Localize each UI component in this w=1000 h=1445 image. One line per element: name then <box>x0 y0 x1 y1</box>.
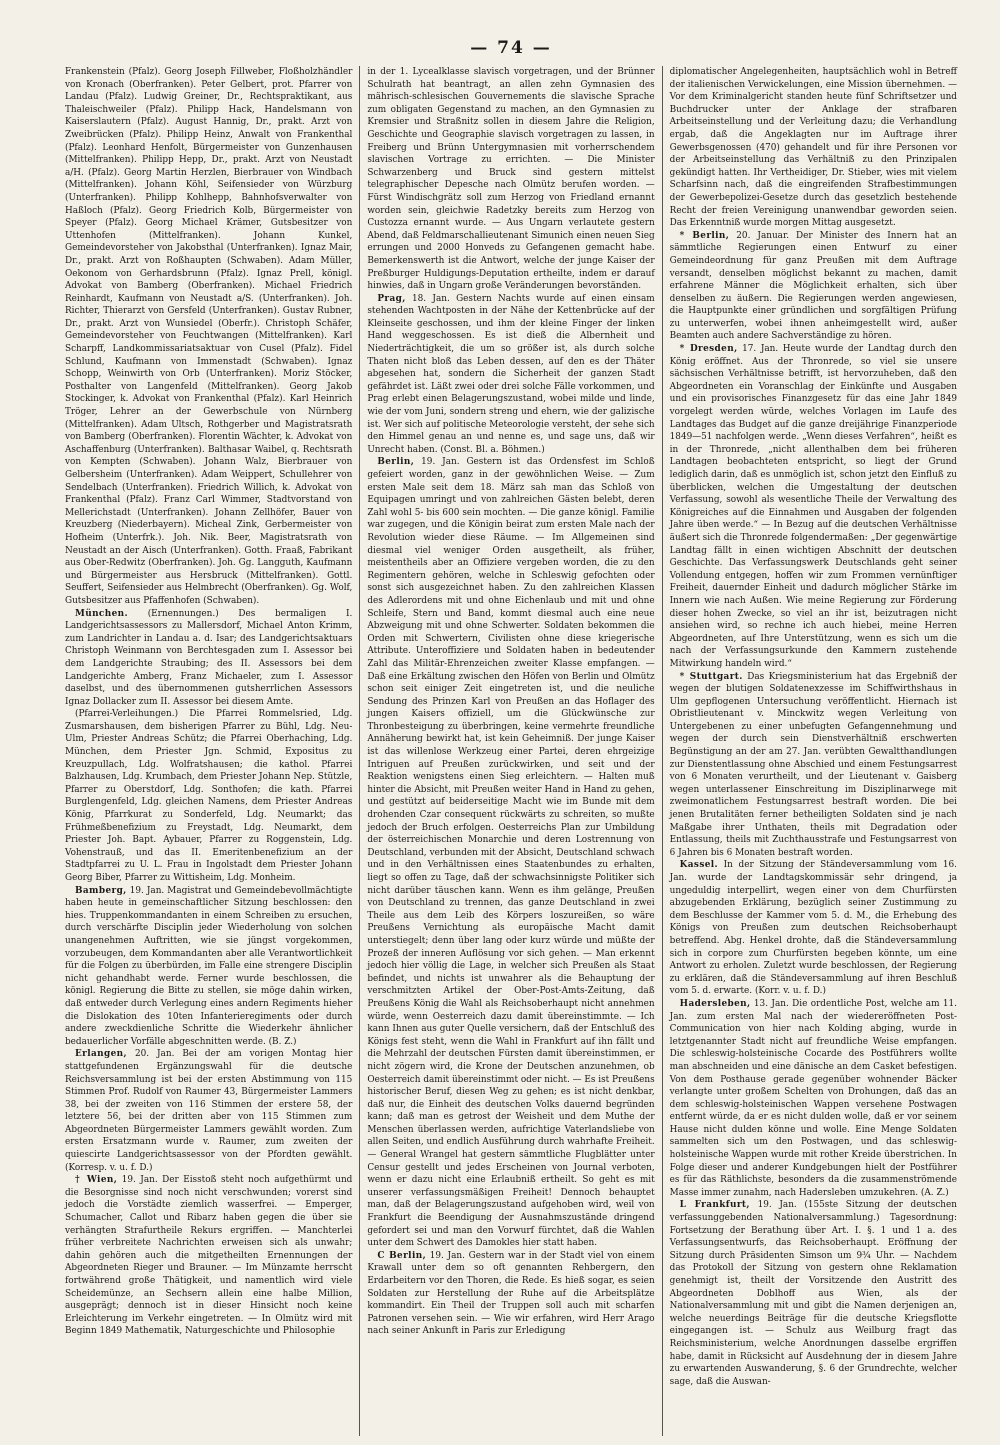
article-text: Frankenstein (Pfalz). Georg Joseph Fillweber, Floßholzhändler von Kronach (Oberfranken). Peter Gelbert, prot. Pfarrer von Landau (Pfalz). Ludwig Greiner, Dr., Rechtspraktikant, aus Thaleischweiler (Pfalz). Philipp Hack, Handelsmann von Kaiserslautern (Pfalz). August Hannig, Dr., prakt. Arzt von Zweibrücken (Pfalz). Philipp Heinz, Anwalt von Frankenthal (Pfalz). Leonhard Henfolt, Bürgermeister von Gunzenhausen (Mittelfranken). Philipp Hepp, Dr., prakt. Arzt von Neustadt a/H. (Pfalz). Georg Martin Herzlen, Bierbrauer von Windbach (Mittelfranken). Johann Köhl, Seifensieder von Würzburg (Unterfranken). Philipp Kohlhepp, Bahnhofsverwalter von Haßloch (Pfalz). Georg Friedrich Kolb, Bürgermeister von Speyer (Pfalz). Georg Michael Krämer, Gutsbesitzer von Uttenhofen (Mittelfranken). Johann Kunkel, Gemeindevorsteher von Jakobsthal (Unterfranken). Ignaz Mair, Dr., prakt. Arzt von Roßhaupten (Schwaben). Adam Müller, Oekonom von Gerhardsbrunn (Pfalz). Ignaz Prell, königl. Advokat von Bamberg (Oberfranken). Michael Friedrich Reinhardt, Kaufmann von Neustadt a/S. (Unterfranken). Joh. Richter, Thierarzt von Gersfeld (Unterfranken). Gustav Rubner, Dr., prakt. Arzt von Wunsiedel (Oberfr.). Christoph Schäfer, Gemeindevorsteher von Feuchtwangen (Mittelfranken). Karl Scharpff, Landkommissariatsaktuar von Cusel (Pfalz). Fidel Schlund, Kaufmann von Immenstadt (Schwaben). Ignaz Schopp, Weinwirth von Orb (Unterfranken). Moriz Stöcker, Posthalter von Langenfeld (Mittelfranken). Georg Jakob Stockinger, k. Advokat von Frankenthal (Pfalz). Karl Heinrich Tröger, Lehrer an der Gewerbschule von Nürnberg (Mittelfranken). Adam Ultsch, Rothgerber und Magistratsrath von Bamberg (Oberfranken). Florentin Wächter, k. Advokat von Aschaffenburg (Unterfranken). Balthasar Waibel, q. Rechtsrath von Kempten (Schwaben). Johann Walz, Bierbrauer von Gelbersheim (Unterfranken). Adam Weippert, Schullehrer von Sendelbach (Unterfranken). Friedrich Willich, k. Advokat von Frankenthal (Pfalz). Franz Carl Wimmer, Stadtvorstand von Mellerichstadt (Unterfranken). Johann Zellhöfer, Bauer von Kreuzberg (Niederbayern). Micheal Zink, Gerbermeister von Hofheim (Unterfrk.). Joh. Nik. Beer, Magistratsrath von Neustadt an der Aisch (Unterfranken). Gotth. Fraaß, Fabrikant aus Ober-Redwitz (Oberfranken). Joh. Gg. Langguth, Kaufmann und Bürgermeister aus Hersbruck (Mittelfranken). Gottl. Seuffert, Seifensieder aus Helmbrecht (Oberfranken). Gg. Wolf, Gutsbesitzer aus Pfaffenhofen (Schwaben). <box>65 67 353 606</box>
article-text: 19. Jan. Magistrat und Gemeindebevollmächtigte haben heute in gemeinschaftlicher Sitzung beschlossen: den hies. Truppenkommandanten in einem Schreiben zu ersuchen, durch verschärfte Disciplin jeder Wiederholung von solchen unangenehmen Auftritten, wie sie jüngst vorgekommen, vorzubeugen, dem Kommandanten aber alle Verantwortlichkeit für die Folgen zu überbürden, im Falle eine strengere Disciplin nicht gehandhabt werde. Ferner wurde beschlossen, die königl. Regierung die Bitte zu stellen, sie möge dahin wirken, daß entweder durch Verlegung eines andern Regiments hieher die Dislokation des 10ten Infanterieregiments oder durch andere zweckdienliche Schritte die Wiederkehr ähnlicher bedauerlicher Vorfälle abgeschnitten werde. (B. Z.) <box>65 885 353 1047</box>
article-text: (Ernennungen.) Des bermaligen I. Landgerichtsassessors zu Mallersdorf, Michael Anton Krimm, zum Landrichter in Landau a. d. Isar; des Landgerichtsaktuars Christoph Weinmann von Berchtesgaden zum I. Assessor bei dem Landgerichte Straubing; des II. Assessors bei dem Landgerichte Amberg, Franz Michaeler, zum I. Assessor daselbst, und des übernommenen gutsherrlichen Assessors Ignaz Dollacker zum II. Assessor bei diesem Amte. <box>65 608 353 707</box>
article-paragraph <box>367 1250 654 1338</box>
article-text: 20. Januar. Der Minister des Innern hat an sämmtliche Regierungen einen Entwurf zu einer Gemeindeordnung für ganz Preußen mit dem Auftrage versandt, denselben möglichst bekannt zu machen, damit erfahrene Männer die Möglichkeit erhalten, sich über denselben zu äußern. Die Regierungen werden angewiesen, die Hauptpunkte einer gründlichen und sorgfältigen Prüfung zu unterwerfen, wobei ihnen anheimgestellt wird, außer Beamten auch andere Sachverständige zu hören. <box>669 230 957 342</box>
dateline: L Frankfurt, <box>679 1200 750 1211</box>
article-text: 19. Jan. Gestern ist das Ordensfest im Schloß gefeiert worden, ganz in der gewöhnlichen Weise. — Zum ersten Male seit dem 18. März sah man das Schloß von Equipagen umringt und von zahlreichen Gästen belebt, deren Zahl wohl 5- bis 600 sein mochten. — Die ganze königl. Familie war zugegen, und die Königin beirat zum ersten Male nach der Revolution wieder diese Räume. — Im Allgemeinen sind diesmal viel weniger Orden ausgetheilt, als früher, meistentheils aber an Offiziere vergeben worden, die zu den Regimentern gehören, welche in Schleswig gefochten oder sonst sich ausgezeichnet haben. Zu den zahlreichen Klassen des Adlerordens mit und ohne Eichenlaub und mit und ohne Schleife, Stern und Band, kommt diesmal auch eine neue Abzweigung mit und ohne Schwerter. Soldaten bekommen die Orden mit Schwertern, Civilisten ohne diese kriegerische Attribute. Unteroffiziere und Soldaten haben in bedeutender Zahl das Militär-Ehrenzeichen zweiter Klasse empfangen. — Daß eine Erkältung zwischen den Höfen von Berlin und Olmütz schon seit einiger Zeit eingetreten ist, und die neuliche Sendung des Prinzen Karl von Preußen an das Hoflager des jungen Kaisers offiziell, um die Glückwünsche zur Thronbesteigung zu überbringen, keine vermehrte freundliche Annäherung bewirkt hat, ist kein Geheimniß. Der junge Kaiser ist das willenlose Werkzeug einer Partei, deren ehrgeizige Intriguen auf Preußen zurückwirken, und seit und der Reaktion wenigstens einen Sieg erleichtern. — Halten muß hinter die Absicht, mit Preußen weiter Hand in Hand zu gehen, und gestützt auf beiderseitige Macht wie im Bunde mit dem drohenden Czar consequent rückwärts zu schreiten, so mußte jedoch der Bruch erfolgen. Oesterreichs Plan zur Umbildung der österreichischen Monarchie und deren Lostrennung von Deutschland, verbunden mit der Absicht, Deutschland schwach und in den Verhältnissen eines Staatenbundes zu erhalten, liegt so offen zu Tage, daß der schwachsinnigste Politiker sich nicht darüber täuschen kann. Wenn es ihm gelänge, Preußen von Deutschland zu trennen, das ganze Deutschland in zwei Theile aus dem Leib des Körpers loszureißen, so wäre Preußens Vernichtung als europäische Macht damit unterstiegelt; denn über lang oder kurz würde und müßte der Prozeß der inneren Auflösung vor sich gehen. — Man erkennt jedoch hier völlig die Lage, in welcher sich Preußen als Staat befindet, und nichts ist unwahrer als die Behauptung der verschmitzten Artikel der Ober-Post-Amts-Zeitung, daß Preußens König die Wahl als Reichsoberhaupt nicht annehmen würde, wenn Oesterreich dazu damit übereinstimmte. — Ich kann Ihnen aus guter Quelle versichern, daß der Entschluß des Königs fest steht, wenn die Wahl in Frankfurt auf ihn fällt und die Mehrzahl der deutschen Fürsten damit übereinstimmen, er nicht zögern wird, die Krone der Deutschen anzunehmen, ob Oesterreich damit übereinstimmt oder nicht. — Es ist Preußens historischer Beruf, diesen Weg zu gehen; es ist nicht denkbar, daß nur, die Einheit des deutschen Volks dauernd begründen kann; daß man es getrost der Weisheit und dem Muthe der Menschen überlassen werden, aufrichtige Vaterlandsliebe von allen Seiten, und endlich Ausführung durch wahrhafte Freiheit. — General Wrangel hat gestern sämmtliche Flugblätter unter Censur gestellt und jedes Erscheinen von Journal verboten, wenn er dazu nicht eine Erlaubniß ertheilt. So geht es mit unserer verfassungsmäßigen Freiheit! Dennoch behauptet man, daß der Belagerungszustand aufgehoben wird, weil von Frankfurt die Beendigung der Ausnahmszustände dringend gefordert sei und man den Vorwurf fürchtet, daß die Wahlen unter dem Schwert des Damokles hier statt haben. <box>367 457 655 1249</box>
article-text: Das Kriegsministerium hat das Ergebniß der wegen der blutigen Soldatenexzesse im Schiffwirthshaus in Ulm gepflogenen Untersuchung veröffentlicht. Hiernach ist Obristlieutenant v. Minckwitz wegen Verleitung von Untergebenen zu einer unbefugten Gefangennehmung und wegen der durch sein Dienstverhältniß erschwerten Begünstigung an der am 27. Jan. verübten Gewaltthandlungen zur Dienstentlassung ohne Abschied und einem Festungsarrest von 6 Monaten verurtheilt, und der Lieutenant v. Gaisberg wegen unterlassener Einschreitung im Disziplinarwege mit zweimonatlichem Festungsarrest bestraft worden. Die bei jenen Brutalitäten ferner betheiligten Soldaten sind je nach Maßgabe ihrer Unthaten, theils mit Degradation oder Entlassung, theils mit Zuchthausstrafe und Festungsarrest von 6 Jahren bis 6 Monaten bestraft worden. <box>669 671 957 858</box>
dateline: Erlangen, <box>75 1049 128 1060</box>
text-columns <box>58 66 964 1436</box>
page-number: — 74 — <box>470 38 552 58</box>
article-paragraph <box>670 998 957 1200</box>
article-paragraph <box>670 343 957 670</box>
article-text: (Pfarrei-Verleihungen.) Die Pfarrei Rommelsried, Ldg. Zusmarshausen, dem bisherigen Pfarrer zu Bühl, Ldg. Neu-Ulm, Priester Andreas Schütz; die Pfarrei Oberhaching, Ldg. München, dem Priester Jgn. Schmid, Expositus zu Kreuzpullach, Ldg. Wolfratshausen; die kathol. Pfarrei Balzhausen, Ldg. Krumbach, dem Priester Johann Nep. Stützle, Pfarrer zu Oberstdorf, Ldg. Sonthofen; die kath. Pfarrei Burglengenfeld, Ldg. gleichen Namens, dem Priester Andreas König, Pfarrkurat zu Sonderfeld, Ldg. Neumarkt; das Frühmeßbenefizium zu Freystadt, Ldg. Neumarkt, dem Priester Joh. Bapt. Aybauer, Pfarrer zu Roggenstein, Ldg. Vohenstrauß, und das II. Emeritenbenefizium an der Stadtpfarrei zu U. L. Frau in Ingolstadt dem Priester Johann Georg Biber, Pfarrer zu Wittisheim, Ldg. Monheim. <box>65 709 353 883</box>
article-text: 19. Jan. Der Eisstoß steht noch aufgethürmt und die Besorgnisse sind noch nicht verschwunden; vorerst sind jedoch die Vorstädte ziemlich wasserfrei. — Emperger, Schumacher, Callot und Ribarz haben gegen die über sie verhängten Strafurtheile Rekurs ergriffen. — Manchterlei früher verbreitete Nachrichten erweisen sich als unwahr; dahin gehören auch die mitgetheilten Ernennungen der Abgeordneten Rieger und Brauner. — Im Münzamte herrscht fortwährend große Thätigkeit, und namentlich wird viele Scheidemünze, an Sechsern allein eine halbe Million, ausgeprägt; dennoch ist in dieser Hinsicht noch keine Erleichterung im Verkehr eingetreten. — In Olmütz wird mit Beginn 1849 Mathematik, Naturgeschichte und Philosophie <box>65 1175 353 1337</box>
article-paragraph <box>65 1174 352 1338</box>
article-paragraph <box>670 230 957 343</box>
dateline: C Berlin, <box>377 1250 427 1261</box>
article-text: 17. Jan. Heute wurde der Landtag durch den König eröffnet. Aus der Thronrede, so viel sie unsere sächsischen Verhältnisse betrifft, ist hervorzuheben, daß den Abgeordneten ein Voranschlag der Einkünfte und Ausgaben und ein provisorisches Finanzgesetz für das eine Jahr 1849 vorgelegt werden würde, welches Vorlagen im Laufe des Landtages das Budget auf die ganze dreijährige Finanzperiode 1849—51 nachfolgen werde. „Wenn dieses Verfahren“, heißt es in der Thronrede, „nicht allenthalben dem bei früheren Landtagen beobachteten entspricht, so liegt der Grund lediglich darin, daß es unmöglich ist, schon jetzt den Einfluß zu überblicken, welchen die Umgestaltung der deutschen Verfassung, sowohl als wesentliche Theile der Verwaltung des Königreiches auf die Einnahmen und Ausgaben der folgenden Jahre üben werde.“ — In Bezug auf die deutschen Verhältnisse äußert sich die Thronrede folgendermaßen: „Der gegenwärtige Landtag fällt in einen wichtigen Abschnitt der deutschen Geschichte. Das Verfassungswerk Deutschlands geht seiner Vollendung entgegen, hoffen wir zum Frommen vernünftiger Freiheit, dauernder Einheit und dadurch möglicher Stärke im Innern wie nach Außen. Wie meine Regierung zur Förderung dieser hohen Zwecke, so viel an ihr ist, beizutragen nicht ansiehen wird, so rechne ich auch hiebei, meine Herren Abgeordneten, auf Ihre Unterstützung, wenn es sich um die nach der Verfassungsurkunde den Kammern zustehende Mitwirkung handeln wird.“ <box>669 344 957 669</box>
column-3 <box>662 66 964 1436</box>
article-text: 18. Jan. Gestern Nachts wurde auf einen einsam stehenden Wachtposten in der Nähe der Kettenbrücke auf der Kleinseite geschossen, und ihm der kleine Finger der linken Hand weggeschossen. Es ist dieß die Albernheit und Niederträchtigkeit, die um so größer ist, als durch solche Thaten nicht bloß das Leben dessen, auf den es der Thäter abgesehen hat, sondern die Sicherheit der ganzen Stadt gefährdet ist. Läßt zwei oder drei solche Fälle vorkommen, und Prag erlebt einen Belagerungszustand, wobei milde und linde, wie der vom Juni, sondern streng und ehern, wie der galizische ist. Wer sich auf politische Meteorologie versteht, der sehe sich den Himmel genau an und nenne es, und sage uns, daß wir Unrecht haben. (Const. Bl. a. Böhmen.) <box>367 293 655 455</box>
dateline: Kassel. <box>679 860 719 871</box>
article-text: In der Sitzung der Ständeversammlung vom 16. Jan. wurde der Landtagskommissär sehr dringend, ja ungeduldig interpellirt, wegen einer von dem Churfürsten abzugebenden Erklärung, bezüglich seiner Zustimmung zu dem Beschlusse der Kammer vom 5. d. M., die Erhebung des Königs von Preußen zum deutschen Reichsoberhaupt betreffend. Abg. Henkel drohte, daß die Ständeversammlung sich in corpore zum Churfürsten begeben könnte, um eine Antwort zu erholen. Zuletzt wurde beschlossen, der Regierung zu erklären, daß die Ständeversammlung auf ihren Beschluß vom 5. d. erwarte. (Korr. v. u. f. D.) <box>669 860 957 997</box>
article-paragraph <box>65 885 352 1049</box>
article-text: 20. Jan. Bei der am vorigen Montag hier stattgefundenen Ergänzungswahl für die deutsche Reichsversammlung ist bei der ersten Abstimmung von 115 Stimmen Prof. Rudolf von Raumer 43, Bürgermeister Lammers 38, bei der zweiten von 116 Stimmen der erstere 58, der letztere 56, bei der dritten aber von 115 Stimmen zum Abgeordneten Bürgermeister Lammers gewählt worden. Zum ersten Ersatzmann wurde v. Raumer, zum zweiten der quiescirte Landgerichtsassessor von der Pfordten gewählt. (Korresp. v. u. f. D.) <box>65 1049 353 1173</box>
article-paragraph <box>65 1048 352 1174</box>
column-2 <box>359 66 661 1436</box>
article-text: in der 1. Lycealklasse slavisch vorgetragen, und der Brünner Schulrath hat beantragt, an allen zehn Gymnasien des mährisch-schlesischen Gouvernements die slavische Sprache zum obligaten Gegenstand zu machen, an den Gymnasien zu Kremsier und Straßnitz sollen in diesem Jahre die Religion, Geschichte und Geographie slavisch vorgetragen zu lassen, in Freiberg und Brünn Untergymnasien mit vorherrschendem slavischen Vortrage zu errichten. — Die Minister Schwarzenberg und Bruck sind gestern mittelst telegraphischer Depesche nach Olmütz berufen worden. — Fürst Windischgrätz soll zum Herzog von Friedland ernannt worden sein, gleichwie Radetzky bereits zum Herzog von Custozza ernannt wurde. — Aus Ungarn verlautete gestern Abend, daß Feldmarschallieutenant Simunich einen neuen Sieg errungen und 2000 Honveds zu Gefangenen gemacht habe. Bemerkenswerth ist die Antwort, welche der junge Kaiser der Preßburger Huldigungs-Deputation ertheilte, indem er darauf hinwies, daß in Ungarn große Veränderungen bevorständen. <box>367 67 655 292</box>
article-paragraph <box>670 1199 957 1388</box>
article-paragraph <box>65 608 352 709</box>
article-paragraph <box>65 708 352 884</box>
article-paragraph <box>65 66 352 608</box>
dateline: * Berlin, <box>679 230 730 241</box>
dateline: Berlin, <box>377 457 415 468</box>
article-paragraph <box>670 671 957 860</box>
article-text: 19. Jan. Gestern war in der Stadt viel von einem Krawall unter dem so oft genannten Rehbergern, den Erdarbeitern vor den Thoren, die Rede. Es hieß sogar, es seien Soldaten zur Herstellung der Ruhe auf die Arbeitsplätze kommandirt. Ein Theil der Truppen soll auch mit scharfen Patronen versehen sein. — Wie wir erfahren, wird Herr Arago nach seiner Ankunft in Paris zur Erledigung <box>367 1250 655 1337</box>
dateline: Bamberg, <box>75 885 127 896</box>
article-paragraph <box>367 293 654 457</box>
article-paragraph <box>367 66 654 293</box>
article-text: 13. Jan. Die ordentliche Post, welche am 11. Jan. zum ersten Mal nach der wiedereröffneten Post-Communication von hier nach Kolding abging, wurde in letztgenannter Stadt nicht auf freundliche Weise empfangen. Die schleswig-holsteinische Cocarde des Postführers wollte man abschneiden und eine dänische an dem Casket befestigen. Von dem Posthause gerade gegenüber wohnender Bäcker verlangte unter großem Schelten von Drohungen, daß das an dem schleswig-holsteinischen Wappen versehene Postwagen entfernt würde, da er es nicht dulden wolle, daß er vor seinem Hause nicht dulden könne und wolle. Eine Menge Soldaten sammelten sich um den Postwagen, und das schleswig-holsteinische Wappen wurde mit rother Kreide überstrichen. In Folge dieser und anderer Kundgebungen hielt der Postführer es für das Räthlichste, besonders da die zusammenströmende Masse immer zunahm, nach Hadersleben umzukehren. (A. Z.) <box>669 998 957 1198</box>
dateline: München. <box>75 608 128 619</box>
column-1 <box>58 66 359 1436</box>
article-text: 19. Jan. (155ste Sitzung der deutschen verfassunggebenden Nationalversammlung.) Tagesordnung: Fortsetzung der Berathung über Art. I. §. 1 und 1 a. des Verfassungsentwurfs, das Reichsoberhaupt. Eröffnung der Sitzung durch Präsidenten Simson um 9¾ Uhr. — Nachdem das Protokoll der Sitzung von gestern ohne Reklamation genehmigt ist, theilt der Vorsitzende den Austritt des Abgeordneten Doblhoff aus Wien, als der Nationalversammlung mit und gibt die Namen derjenigen an, welche neuerdings Beiträge für die deutsche Kriegsflotte eingegangen ist. — Schulz aus Weilburg fragt das Reichsministerium, welche Anordnungen dasselbe ergriffen habe, damit in Rücksicht auf Ausdehnung der in diesem Jahre zu erwartenden Auswanderung, §. 6 der Grundrechte, welcher sage, daß die Auswan- <box>669 1200 957 1387</box>
dateline: Hadersleben, <box>679 998 751 1009</box>
dateline: * Dresden, <box>679 344 738 355</box>
dateline: * Stuttgart. <box>679 671 743 682</box>
article-paragraph <box>367 456 654 1249</box>
article-text: diplomatischer Angelegenheiten, hauptsächlich wohl in Betreff der italienischen Verwickelungen, eine Mission übernehmen. — Vor dem Kriminalgericht standen heute fünf Schriftsetzer und Buchdrucker unter der Anklage der strafbaren Arbeitseinstellung und der Verleitung dazu; die Verhandlung ergab, daß die Angeklagten nur im Auftrage ihrer Gewerbsgenossen (470) gehandelt und für ihre Personen vor der Arbeitseinstellung das Verhältniß zu den Prinzipalen gekündigt hatten. Ihr Vertheidiger, Dr. Stieber, wies mit vielem Scharfsinn nach, daß die eingreifenden Strafbestimmungen der Gewerbepolizei-Gesetze durch das gesetzlich bestehende Recht der freien Vereinigung unanwendbar geworden seien. Das Erkenntniß wurde morgen Mittag ausgesetzt. <box>669 67 957 229</box>
dateline: † Wien, <box>75 1175 118 1186</box>
article-paragraph <box>670 859 957 998</box>
article-paragraph <box>670 66 957 230</box>
dateline: Prag, <box>377 293 406 304</box>
